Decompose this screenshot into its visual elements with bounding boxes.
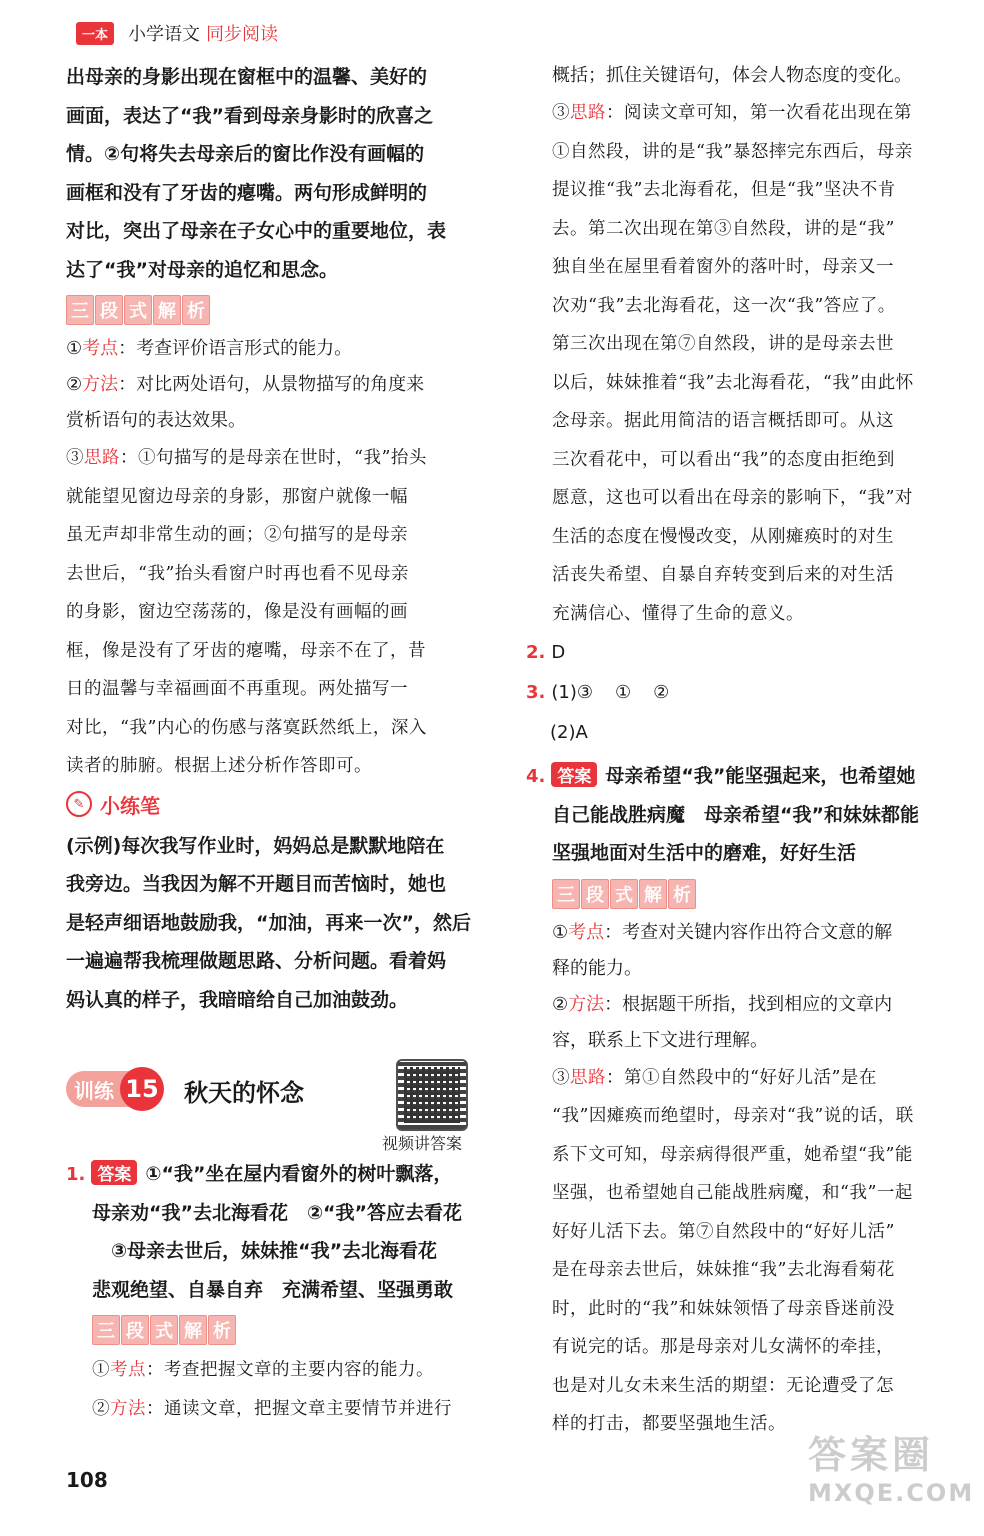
silu-line: 好好儿活下去。第⑦自然段中的“好好儿活” — [552, 1221, 895, 1242]
right-column — [526, 58, 962, 1444]
silu-line: 充满信心、懂得了生命的意义。 — [552, 603, 804, 624]
qr-code-icon[interactable] — [396, 1059, 468, 1131]
practice-line: (示例)每次我写作业时，妈妈总是默默地陪在 — [66, 834, 445, 857]
practice-heading — [66, 790, 496, 819]
silu-line: 去。第二次出现在第③自然段，讲的是“我” — [552, 218, 895, 239]
silu-line: 以后，妹妹推着“我”去北海看花，“我”由此怀 — [552, 372, 914, 393]
text-line: 画框和没有了牙齿的瘪嘴。两句形成鲜明的 — [66, 181, 428, 204]
silu-line: 系下文可知，母亲病得很严重，她希望“我”能 — [552, 1144, 913, 1165]
text-line: 出母亲的身影出现在窗框中的温馨、美好的 — [66, 66, 428, 88]
answer-value: (2)A — [550, 722, 588, 743]
silu-line: 样的打击，都要坚强地生活。 — [552, 1414, 786, 1434]
lesson-label: 训练 — [74, 1078, 114, 1103]
practice-line: 我旁边。当我因为解不开题目而苦恼时，她也 — [66, 873, 447, 895]
answer-badge: 答案 — [551, 762, 597, 787]
text-line: 情。②句将失去母亲后的窗比作没有画幅的 — [66, 143, 425, 165]
silu-line: 读者的肺腑。根据上述分析作答即可。 — [66, 756, 372, 776]
practice-title: 小练笔 — [100, 793, 160, 818]
section-badge-analysis: 三 段 式 解 析 — [526, 879, 697, 909]
section-badge-analysis: 三 段 式 解 析 — [66, 295, 211, 325]
silu-line: ③思路：阅读文章可知，第一次看花出现在第 — [552, 103, 912, 123]
text-line: 达了“我”对母亲的追忆和思念。 — [66, 258, 338, 281]
silu-line: ③思路：第①自然段中的“好好儿活”是在 — [552, 1067, 877, 1088]
lesson-title: 秋天的怀念 — [184, 1079, 304, 1107]
silu-line: 念母亲。据此用简洁的语言概括即可。从这 — [552, 411, 894, 431]
fangfa-cont: 容，联系上下文进行理解。 — [552, 1029, 768, 1051]
practice-line: 一遍遍帮我梳理做题思路、分析问题。看着妈 — [66, 950, 447, 972]
pen-icon: ✎ — [66, 791, 92, 817]
silu-line: 日的温馨与幸福画面不再重现。两处描写一 — [66, 679, 408, 699]
silu-line: 三次看花中，可以看出“我”的态度由拒绝到 — [552, 449, 895, 470]
silu-line: 生活的态度在慢慢改变，从刚瘫痪时的对生 — [552, 526, 894, 547]
silu-line: “我”因瘫痪而绝望时，母亲对“我”说的话，联 — [552, 1106, 914, 1126]
silu-line: 的身影，窗边空荡荡的，像是没有画幅的画 — [66, 602, 408, 622]
question-4 — [526, 757, 962, 796]
answer-line: ③母亲去世后，妹妹推“我”去北海看花 — [92, 1240, 438, 1262]
silu-line: 也是对儿女未来生活的期望：无论遭受了怎 — [552, 1375, 894, 1396]
answer-line: 坚强地面对生活中的磨难，好好生活 — [552, 842, 857, 864]
silu-line: 去世后，“我”抬头看窗户时再也看不见母亲 — [66, 563, 409, 584]
fangfa-line: ②方法：通读文章，把握文章主要情节并进行 — [92, 1398, 452, 1419]
fangfa-line: ②方法：根据题干所指，找到相应的文章内 — [552, 993, 893, 1015]
kaodian-cont: 释的能力。 — [552, 957, 642, 979]
silu-line: 坚强，也希望她自己能战胜病魔，和“我”一起 — [552, 1183, 913, 1203]
series-title: 小学语文 — [128, 24, 201, 45]
text-line: 画面，表达了“我”看到母亲身影时的欣喜之 — [66, 104, 433, 127]
silu-line: 提议推“我”去北海看花，但是“我”坚决不肯 — [552, 180, 896, 200]
practice-line: 妈认真的样子，我暗暗给自己加油鼓劲。 — [66, 988, 409, 1011]
answer-value: ① — [615, 682, 632, 703]
question-number: 1. — [66, 1164, 86, 1185]
watermark — [808, 1424, 974, 1507]
kaodian-line: ①考点：考查把握文章的主要内容的能力。 — [92, 1360, 434, 1380]
answer-badge: 答案 — [91, 1160, 137, 1185]
silu-line: 活丧失希望、自暴自弃转变到后来的对生活 — [552, 565, 894, 585]
silu-line: 独自坐在屋里看着窗外的落叶时，母亲又一 — [552, 257, 894, 277]
answer-value: ② — [653, 682, 670, 703]
silu-line: 是在母亲去世后，妹妹推“我”去北海看菊花 — [552, 1260, 895, 1280]
answer-value: D — [551, 642, 566, 663]
question-number: 4. — [526, 766, 546, 787]
answer-line: ①“我”坐在屋内看窗外的树叶飘落， — [145, 1163, 453, 1185]
qr-caption: 视频讲答案 — [382, 1134, 463, 1153]
answer-line: 自己能战胜病魔 母亲希望“我”和妹妹都能 — [552, 803, 919, 826]
silu-line: 愿意，这也可以看出在母亲的影响下，“我”对 — [552, 488, 913, 508]
lesson-badge — [66, 1071, 159, 1107]
silu-line: 有说完的话。那是母亲对儿女满怀的牵挂， — [552, 1337, 894, 1357]
watermark-url: MXQE.COM — [808, 1479, 975, 1507]
continued-analysis — [66, 58, 496, 289]
fangfa-line: ②方法：对比两处语句，从景物描写的角度来 — [66, 374, 425, 395]
answer-line: 悲观绝望、自暴自弃 充满希望、坚强勇敢 — [92, 1278, 454, 1301]
silu-line: 对比，“我”内心的伤感与落寞跃然纸上，深入 — [66, 717, 427, 738]
silu-line: 第三次出现在第⑦自然段，讲的是母亲去世 — [552, 334, 894, 354]
answer-line: 母亲劝“我”去北海看花 ②“我”答应去看花 — [92, 1201, 463, 1224]
page-header — [76, 18, 278, 48]
silu-line: 框，像是没有了牙齿的瘪嘴，母亲不在了，昔 — [66, 640, 426, 661]
answer-line: 母亲希望“我”能坚强起来，也希望她 — [605, 765, 916, 787]
question-number: 2. — [526, 642, 546, 663]
text-line: 对比，突出了母亲在子女心中的重要地位，表 — [66, 220, 447, 242]
text-line: 概括；抓住关键语句，体会人物态度的变化。 — [552, 65, 912, 86]
watermark-logo: 答案圈 — [808, 1433, 935, 1477]
silu-line: 时，此时的“我”和妹妹领悟了母亲昏迷前没 — [552, 1298, 895, 1319]
silu-line: 就能望见窗边母亲的身影，那窗户就像一幅 — [66, 486, 408, 507]
kaodian-line: ①考点：考查评价语言形式的能力。 — [66, 338, 353, 359]
brand-logo: 一本 — [76, 22, 114, 45]
page-number: 108 — [66, 1468, 108, 1492]
section-badge-analysis: 三 段 式 解 析 — [66, 1315, 237, 1345]
silu-line: 虽无声却非常生动的画；②句描写的是母亲 — [66, 525, 408, 545]
question-2 — [526, 633, 962, 673]
lesson-header — [66, 1059, 496, 1153]
question-1 — [66, 1155, 496, 1194]
kaodian-line: ①考点：考查对关键内容作出符合文意的解 — [552, 921, 893, 943]
silu-line: ③思路：①句描写的是母亲在世时，“我”抬头 — [66, 448, 427, 468]
left-column — [66, 58, 496, 1428]
silu-line: 次劝“我”去北海看花，这一次“我”答应了。 — [552, 295, 896, 316]
silu-line: ①自然段，讲的是“我”暴怒摔完东西后，母亲 — [552, 141, 913, 162]
question-3 — [526, 673, 962, 713]
series-subtitle: 同步阅读 — [206, 24, 279, 45]
answer-value: (1)③ — [551, 682, 594, 703]
practice-line: 是轻声细语地鼓励我，“加油，再来一次”，然后 — [66, 911, 471, 934]
lesson-number: 15 — [120, 1067, 164, 1111]
fangfa-cont: 赏析语句的表达效果。 — [66, 410, 246, 431]
question-number: 3. — [526, 682, 546, 703]
